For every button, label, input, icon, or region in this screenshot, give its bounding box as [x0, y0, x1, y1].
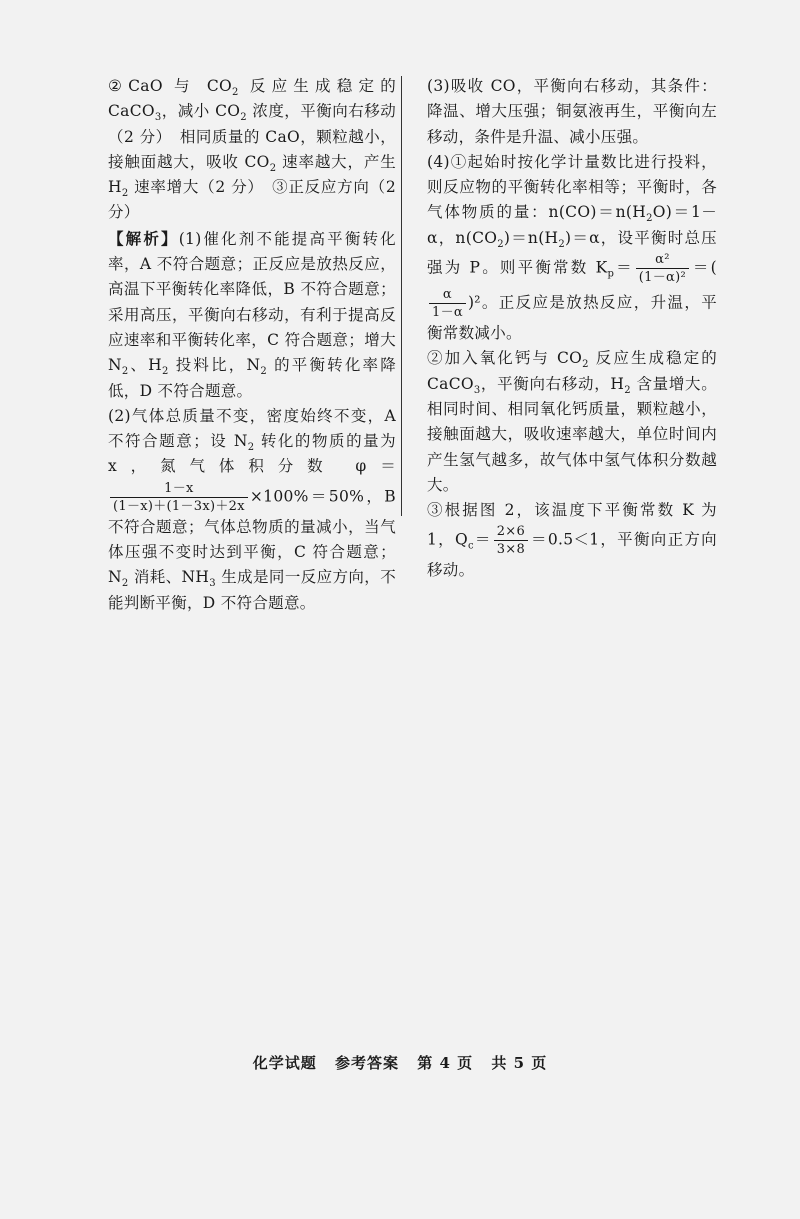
analysis-paragraph-1 [108, 226, 396, 404]
subscript: 2 [240, 112, 247, 124]
subscript: 2 [232, 87, 239, 99]
fraction-numerator: 1－x [110, 480, 248, 498]
analysis-paragraph-4 [427, 150, 717, 346]
subscript: 2 [624, 384, 631, 396]
analysis-paragraph-6 [427, 498, 717, 584]
analysis-paragraph-5 [427, 346, 717, 498]
footer-subject: 化学试题 [252, 1054, 317, 1072]
text: O)＝1－α，n(CO [427, 203, 717, 247]
page-footer [0, 1052, 800, 1073]
footer-page-number: 第 4 页 [417, 1054, 474, 1072]
subscript: c [467, 541, 474, 553]
subscript: 2 [121, 188, 129, 200]
text: 转化的物质的量为 x，氮气体积分数 φ＝ [108, 432, 396, 476]
text: ＝0.5＜1，平衡向正方向移动。 [427, 530, 717, 580]
fraction [429, 286, 466, 321]
text: (1)催化剂不能提高平衡转化率，A 不符合题意；正反应是放热反应，高温下平衡转化率降低，B 不符合题意；采用高压，平衡向右移动，有利于提高反应速率和平衡转化率，C 符合题意；增大 N [108, 229, 396, 375]
subscript: 3 [209, 578, 216, 590]
text: 消耗、NH [128, 568, 210, 587]
text: ②加入氧化钙与 CO [427, 349, 583, 368]
analysis-label: 【解析】 [108, 228, 179, 248]
footer-page-total: 共 5 页 [491, 1054, 548, 1072]
text: ＝ [614, 258, 634, 277]
fraction-denominator: (1－x)＋(1－3x)＋2x [113, 498, 245, 514]
text: 、H [128, 356, 162, 375]
subscript: 3 [154, 112, 162, 124]
text: ，平衡向右移动，H [480, 374, 625, 393]
fraction-numerator: α² [636, 251, 689, 269]
analysis-paragraph-3 [427, 74, 717, 150]
fraction-denominator: (1－α)² [638, 270, 687, 286]
subscript: p [607, 268, 615, 280]
answer-paragraph-1 [108, 74, 396, 226]
text: 反应生成稳定的 CaCO [108, 77, 397, 121]
right-column [427, 74, 717, 584]
text: 投料比，N [168, 356, 261, 375]
subscript: 2 [260, 366, 267, 378]
text: 生成是同一反应方向，不能判断平衡，D 不符合题意。 [108, 568, 397, 612]
text: 的平衡转化率降低，D 不符合题意。 [108, 356, 397, 400]
subscript: 2 [121, 366, 129, 378]
fraction [110, 480, 248, 515]
subscript: 2 [582, 359, 589, 371]
fraction-numerator: 2×6 [494, 523, 528, 541]
fraction [494, 523, 528, 558]
footer-doc-type: 参考答案 [334, 1054, 399, 1072]
subscript: 2 [558, 238, 566, 250]
analysis-paragraph-2 [108, 404, 396, 616]
fraction [636, 251, 689, 286]
fraction-denominator: 3×8 [496, 542, 526, 558]
subscript: 3 [473, 384, 481, 396]
text: 速率越大，产生 H [108, 152, 397, 197]
subscript: 2 [269, 162, 277, 174]
subscript: 2 [161, 366, 169, 378]
subscript: 2 [121, 578, 129, 590]
text: (2)气体总质量不变，密度始终不变，A 不符合题意；设 N [108, 406, 396, 451]
text: 含量增大。相同时间、相同氧化钙质量，颗粒越小，接触面越大，吸收速率越大，单位时间内产生氢气越多，故气体中氢气体积分数越大。 [427, 374, 718, 494]
text: 速率增大（2 分） ③正反应方向（2 分） [108, 178, 396, 222]
text: )＝n(H [503, 228, 559, 247]
text: ③根据图 2，该温度下平衡常数 K 为 1，Q [427, 501, 717, 549]
text: ，减小 CO [161, 102, 241, 121]
text: (3)吸收 CO，平衡向右移动，其条件：降温、增大压强；铜氨液再生，平衡向左移动，条件是升温、减小压强。 [427, 77, 717, 146]
subscript: 2 [497, 238, 504, 250]
text: ＝( [691, 258, 717, 277]
left-column [108, 74, 396, 616]
text: ②CaO 与 CO [108, 77, 233, 95]
text: ＝ [473, 530, 492, 549]
subscript: 2 [646, 213, 653, 225]
text: )＝α，设平衡时总压强为 P。则平衡常数 K [427, 228, 717, 277]
column-divider [401, 76, 402, 516]
fraction-numerator: α [429, 286, 466, 304]
text: ×100%＝50%，B 不符合题意；气体总物质的量减小，当气体压强不变时达到平衡，C 符合题意；N [108, 487, 396, 587]
text: (4)①起始时按化学计量数比进行投料，则反应物的平衡转化率相等；平衡时，各气体物质的量：n(CO)＝n(H [427, 152, 717, 222]
text: )²。正反应是放热反应，升温，平衡常数减小。 [427, 293, 717, 343]
subscript: 2 [247, 442, 255, 454]
fraction-denominator: 1－α [432, 305, 463, 321]
text: 浓度，平衡向右移动（2 分） 相同质量的 CaO，颗粒越小，接触面越大，吸收 CO [108, 102, 397, 171]
text: 反应生成稳定的 CaCO [427, 349, 718, 393]
